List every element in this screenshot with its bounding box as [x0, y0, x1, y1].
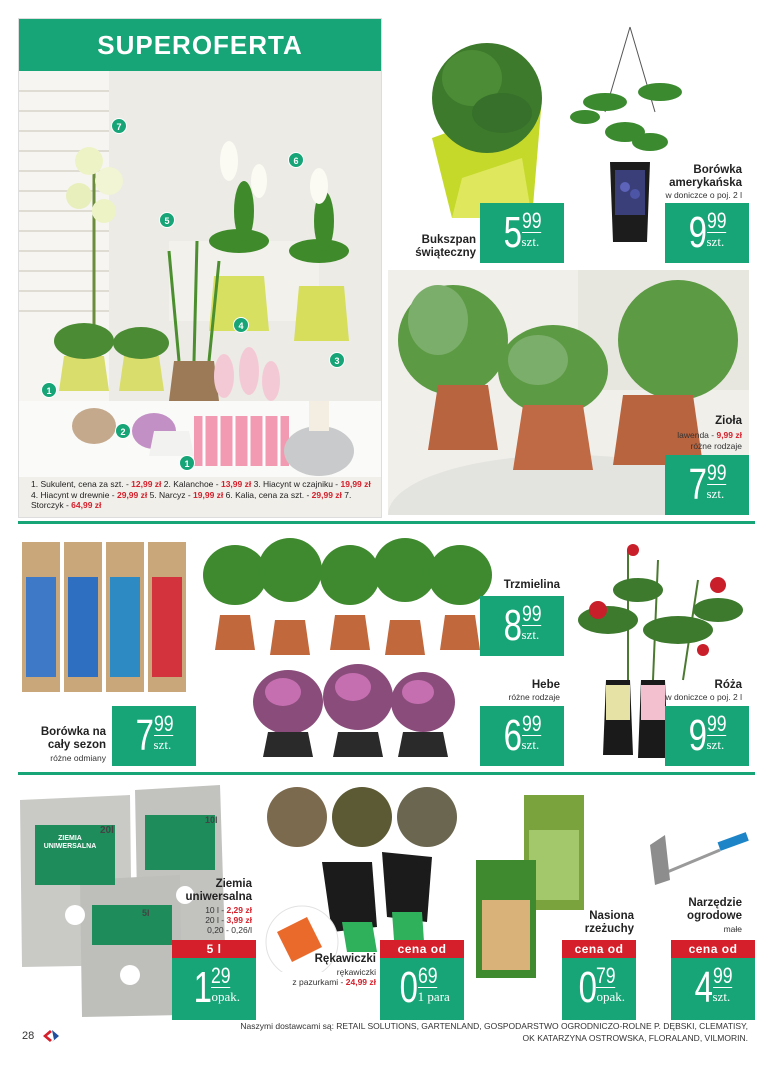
rekawiczki-price-int: 0	[399, 963, 417, 1012]
ziemia-bag-20l: 20l	[100, 825, 114, 836]
nasiona-price	[562, 958, 636, 1020]
hebe-price-dec: 99	[521, 711, 542, 736]
bukszpan-price	[480, 203, 564, 263]
caption-text: 7. Storczyk -	[31, 489, 352, 510]
ziemia-bag-label: ZIEMIA UNIWERSALNA	[43, 835, 97, 850]
rekawiczki-sub2-prefix: z pazurkami -	[292, 977, 346, 987]
ziemia-price	[172, 958, 256, 1020]
marker-2: 2	[115, 423, 131, 439]
nasiona-price-unit: opak.	[596, 989, 625, 1004]
marker-4: 4	[233, 317, 249, 333]
caption-price: 64,99 zł	[71, 500, 102, 510]
section-divider-1	[18, 519, 755, 527]
roza-price-dec: 99	[706, 711, 727, 736]
narzedzie-price-unit: szt.	[712, 989, 731, 1004]
ziemia-price-int: 1	[193, 963, 211, 1012]
superoferta-banner	[19, 19, 381, 71]
roza-price-unit: szt.	[706, 737, 725, 752]
narzedzie-sub: małe	[723, 924, 742, 934]
borowka-am-sub: w doniczce o poj. 2 l	[665, 190, 742, 200]
ziola-sub-price: 9,99 zł	[716, 430, 742, 440]
rekawiczki-sub2-price: 24,99 zł	[345, 977, 376, 987]
borowka-sezon-photo	[20, 537, 192, 697]
superoferta-frame	[18, 18, 382, 518]
section-divider-2	[18, 770, 755, 778]
caption-price: 29,99 zł	[116, 489, 148, 500]
bukszpan-price-dec: 99	[521, 208, 542, 233]
nasiona-badge: cena od	[562, 940, 636, 958]
trzmielina-price	[480, 596, 564, 656]
borowka-sezon-price-dec: 99	[153, 711, 174, 736]
caption-text: 5. Narcyz -	[147, 489, 194, 500]
ziemia-line3: 0,20 - 0,26/l	[207, 925, 252, 935]
caption-text: 3. Hiacynt w czajniku -	[251, 479, 341, 489]
ziola-sub-prefix: lawenda -	[677, 430, 717, 440]
caption-text: 1. Sukulent, cena za szt. -	[31, 479, 132, 489]
hebe-price-int: 6	[503, 711, 521, 760]
rekawiczki-sub: rękawiczki	[336, 967, 376, 977]
trzmielina-price-int: 8	[503, 601, 521, 650]
rekawiczki-price-unit: 1 para	[417, 989, 450, 1004]
nasiona-name: Nasiona rzeżuchy	[584, 910, 634, 935]
narzedzie-photo	[640, 825, 750, 895]
hebe-photo	[248, 662, 458, 762]
ziola-sub	[620, 430, 742, 440]
ziemia-line1-price: 2,29 zł	[226, 905, 252, 915]
trzmielina-photo	[200, 530, 500, 662]
bukszpan-name: Bukszpan świąteczny	[415, 234, 476, 259]
ziemia-line2	[178, 915, 252, 925]
borowka-sezon-price-unit: szt.	[153, 737, 172, 752]
carrefour-logo-icon	[42, 1029, 60, 1043]
marker-5: 5	[159, 212, 175, 228]
caption-text: 2. Kalanchoe -	[161, 479, 221, 489]
borowka-am-price-unit: szt.	[706, 234, 725, 249]
ziola-name: Zioła	[715, 415, 742, 427]
bukszpan-photo	[412, 18, 547, 223]
superoferta-photo	[19, 71, 381, 477]
marker-6: 6	[288, 152, 304, 168]
superoferta-caption	[31, 479, 373, 511]
ziemia-bag-10l: 10l	[205, 815, 218, 825]
nasiona-price-int: 0	[578, 963, 596, 1012]
marker-3: 3	[329, 352, 345, 368]
caption-price: 12,99 zł	[131, 479, 162, 489]
borowka-am-price-dec: 99	[706, 208, 727, 233]
trzmielina-price-unit: szt.	[521, 627, 540, 642]
marker-1a: 1	[41, 382, 57, 398]
narzedzie-price-dec: 99	[712, 963, 733, 988]
footer-line-1: Naszymi dostawcami są: RETAIL SOLUTIONS, GARTENLAND, GOSPODARSTWO OGRODNICZO-ROLNE P. DĘBSKI, CLEMATISY,	[240, 1021, 748, 1031]
ziola-price-dec: 99	[706, 460, 727, 485]
roza-name: Róża	[714, 679, 742, 691]
borowka-sezon-price	[112, 706, 196, 766]
borowka-sezon-price-int: 7	[135, 711, 153, 760]
caption-text: 6. Kalia, cena za szt. -	[223, 489, 312, 500]
rekawiczki-sub2	[256, 977, 376, 987]
rekawiczki-badge: cena od	[380, 940, 464, 958]
borowka-am-price-int: 9	[688, 208, 706, 257]
marker-7: 7	[111, 118, 127, 134]
caption-price: 29,99 zł	[311, 489, 342, 500]
rekawiczki-price	[380, 958, 464, 1020]
hebe-price-unit: szt.	[521, 737, 540, 752]
rekawiczki-name: Rękawiczki	[314, 953, 376, 965]
hebe-price	[480, 706, 564, 766]
roza-sub: w doniczce o poj. 2 l	[665, 692, 742, 702]
superoferta-title: SUPEROFERTA	[97, 29, 303, 60]
ziemia-line2-price: 3,99 zł	[226, 915, 252, 925]
ziemia-name: Ziemia uniwersalna	[185, 878, 252, 903]
nasiona-price-dec: 79	[596, 963, 617, 988]
ziola-price-unit: szt.	[706, 486, 725, 501]
borowka-am-price	[665, 203, 749, 263]
trzmielina-price-dec: 99	[521, 601, 542, 626]
caption-text: 4. Hiacynt w drewnie -	[31, 489, 117, 500]
bukszpan-price-unit: szt.	[521, 234, 540, 249]
ziemia-bag-5l: 5l	[142, 908, 150, 918]
narzedzie-name: Narzędzie ogrodowe	[687, 897, 742, 922]
ziola-sub2: różne rodzaje	[690, 441, 742, 451]
caption-price: 19,99 zł	[340, 479, 371, 489]
bukszpan-price-int: 5	[503, 208, 521, 257]
ziemia-line1-prefix: 10 l -	[205, 905, 227, 915]
borowka-sezon-sub: różne odmiany	[50, 753, 106, 763]
narzedzie-price-int: 4	[694, 963, 712, 1012]
ziola-price	[665, 455, 749, 515]
ziola-price-int: 7	[688, 460, 706, 509]
footer-line-2: OK KATARZYNA OSTROWSKA, FLORALAND, VILMORIN.	[522, 1033, 748, 1043]
page-number: 28	[22, 1030, 35, 1042]
ziemia-line1	[178, 905, 252, 915]
narzedzie-badge: cena od	[671, 940, 755, 958]
borowka-am-name: Borówka amerykańska	[669, 164, 742, 189]
marker-1b: 1	[179, 455, 195, 471]
trzmielina-name: Trzmielina	[503, 579, 560, 591]
ziemia-price-unit: opak.	[211, 989, 240, 1004]
ziemia-price-dec: 29	[211, 963, 232, 988]
caption-price: 19,99 zł	[193, 489, 224, 500]
hebe-sub: różne rodzaje	[508, 692, 560, 702]
roza-price-int: 9	[688, 711, 706, 760]
ziemia-line2-prefix: 20 l -	[205, 915, 227, 925]
borowka-sezon-name: Borówka na cały sezon	[40, 726, 106, 751]
rekawiczki-price-dec: 69	[417, 963, 438, 988]
ziemia-badge: 5 l	[172, 940, 256, 958]
roza-price	[665, 706, 749, 766]
narzedzie-price	[671, 958, 755, 1020]
hebe-name: Hebe	[531, 679, 560, 691]
caption-price: 13,99 zł	[220, 479, 252, 489]
